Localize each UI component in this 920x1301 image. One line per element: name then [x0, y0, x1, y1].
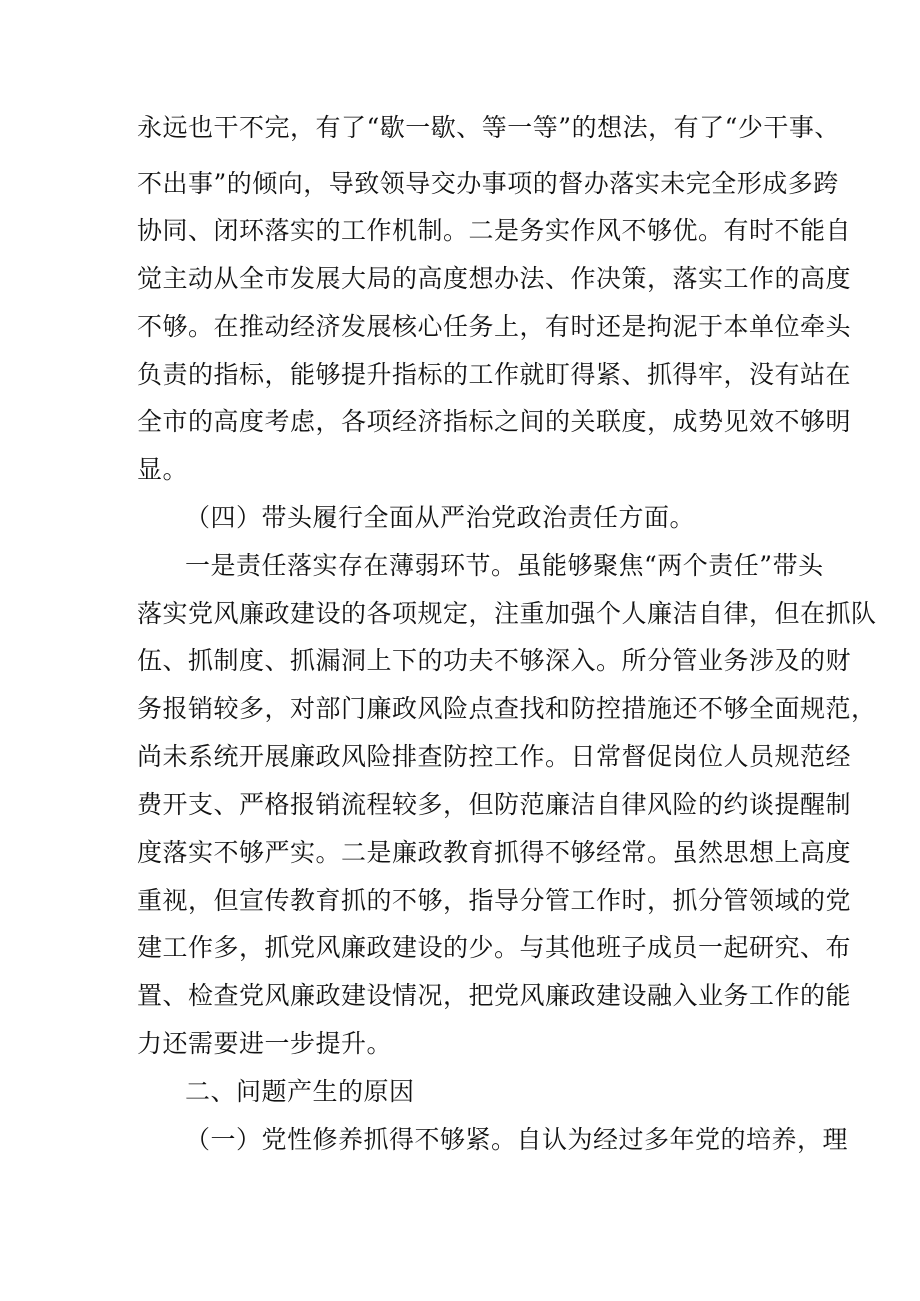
- text-line: 不出事”的倾向，导致领导交办事项的督办落实未完全形成多跨: [137, 169, 839, 198]
- text-line: 尚未系统开展廉政风险排查防控工作。日常督促岗位人员规范经: [137, 742, 852, 771]
- text-line: 建工作多，抓党风廉政建设的少。与其他班子成员一起研究、布: [137, 933, 852, 962]
- text-line: 全市的高度考虑，各项经济指标之间的关联度，成势见效不够明: [137, 407, 852, 436]
- text-line: 置、检查党风廉政建设情况，把党风廉政建设融入业务工作的能: [137, 981, 852, 1010]
- text-line: 务报销较多，对部门廉政风险点查找和防控措施还不够全面规范，: [137, 694, 877, 723]
- text-line: 力还需要进一步提升。: [137, 1029, 393, 1058]
- text-line: 一是责任落实存在薄弱环节。虽能够聚焦“两个责任”带头: [185, 551, 824, 580]
- text-line: 落实党风廉政建设的各项规定，注重加强个人廉洁自律，但在抓队: [137, 599, 877, 628]
- text-line: 费开支、严格报销流程较多，但防范廉洁自律风险的约谈提醒制: [137, 790, 852, 819]
- section-heading: （四）带头履行全面从严治党政治责任方面。: [185, 503, 696, 532]
- text-line: 协同、闭环落实的工作机制。二是务实作风不够优。有时不能自: [137, 216, 852, 245]
- text-line: 觉主动从全市发展大局的高度想办法、作决策，落实工作的高度: [137, 264, 852, 293]
- text-line: 度落实不够严实。二是廉政教育抓得不够经常。虽然思想上高度: [137, 838, 852, 867]
- text-line: 永远也干不完，有了“歇一歇、等一等”的想法，有了“少干事、: [137, 113, 840, 142]
- text-line: 重视，但宣传教育抓的不够，指导分管工作时，抓分管领域的党: [137, 886, 852, 915]
- section-heading: 二、问题产生的原因: [185, 1077, 415, 1106]
- text-line: 显。: [137, 455, 189, 484]
- text-line: 伍、抓制度、抓漏洞上下的功夫不够深入。所分管业务涉及的财: [137, 646, 852, 675]
- text-line: （一）党性修养抓得不够紧。自认为经过多年党的培养，理: [185, 1125, 849, 1154]
- text-line: 不够。在推动经济发展核心任务上，有时还是拘泥于本单位牵头: [137, 312, 852, 341]
- text-line: 负责的指标，能够提升指标的工作就盯得紧、抓得牢，没有站在: [137, 360, 852, 389]
